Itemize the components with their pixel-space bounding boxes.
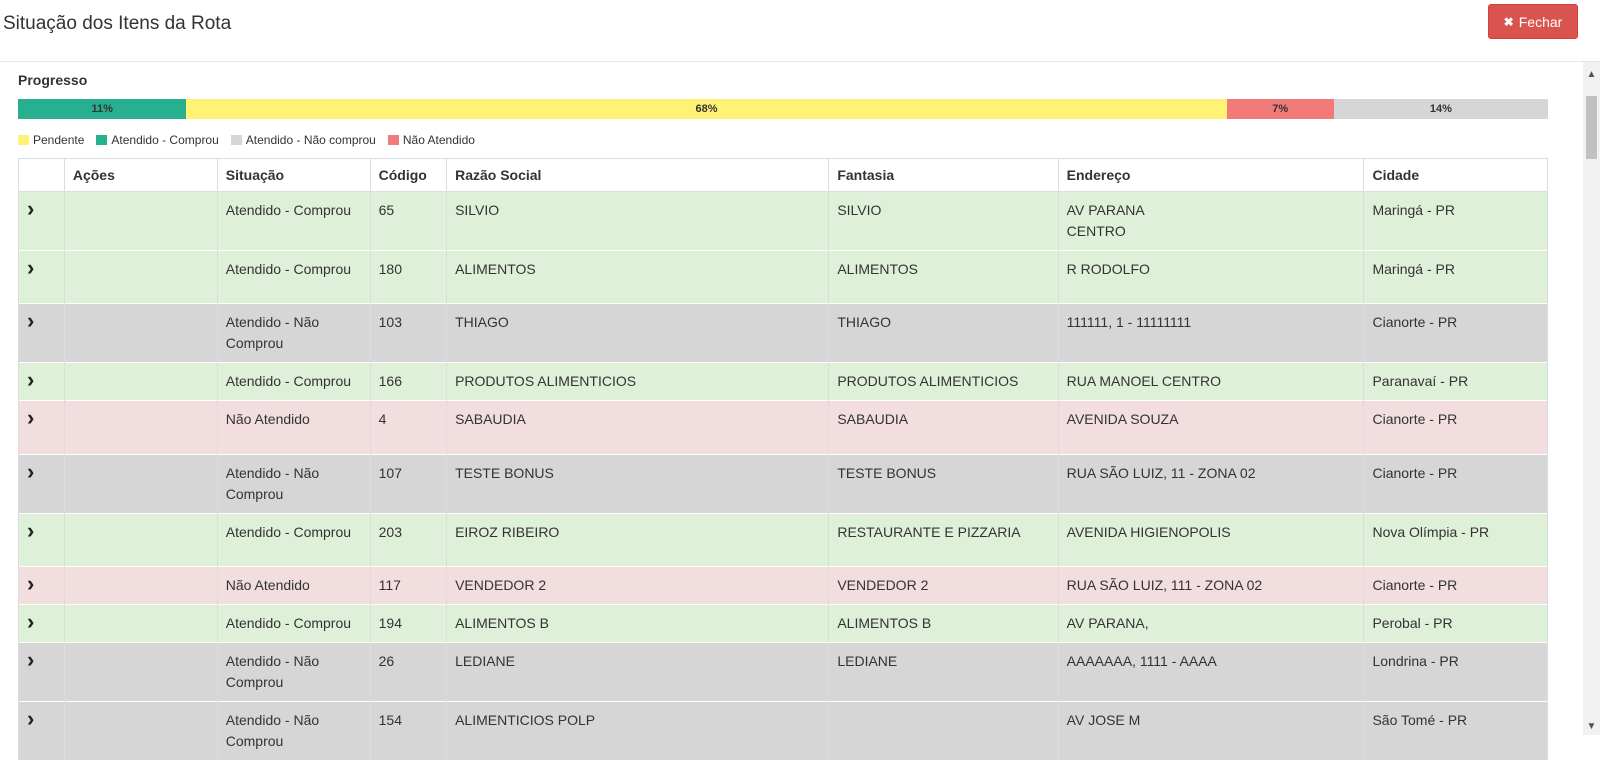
- scroll-thumb[interactable]: [1586, 96, 1597, 159]
- chevron-right-icon[interactable]: ›: [19, 702, 65, 760]
- chevron-right-icon[interactable]: ›: [19, 567, 65, 605]
- column-header-endereco[interactable]: Endereço: [1058, 159, 1364, 192]
- table-row[interactable]: [19, 514, 1548, 567]
- cell-situacao: Atendido - Comprou: [217, 251, 370, 304]
- cell-razao-social: SABAUDIA: [447, 401, 829, 455]
- column-header-acoes: Ações: [64, 159, 217, 192]
- cell-cidade: Cianorte - PR: [1364, 401, 1548, 455]
- cell-endereco: RUA SÃO LUIZ, 111 - ZONA 02: [1058, 567, 1364, 605]
- cell-situacao: Atendido - Comprou: [217, 192, 370, 251]
- cell-cidade: Nova Olímpia - PR: [1364, 514, 1548, 567]
- cell-situacao: Atendido - Comprou: [217, 363, 370, 401]
- cell-fantasia: TESTE BONUS: [829, 455, 1058, 514]
- row-actions: [64, 304, 217, 363]
- legend-item: [231, 133, 376, 147]
- cell-endereco: AVENIDA SOUZA: [1058, 401, 1364, 455]
- scroll-down-icon[interactable]: ▼: [1583, 718, 1600, 735]
- legend-label: Atendido - Não comprou: [246, 133, 376, 147]
- cell-situacao: Atendido - Não Comprou: [217, 702, 370, 760]
- progress-segment: 11%: [18, 99, 186, 119]
- column-header-fantasia[interactable]: Fantasia: [829, 159, 1058, 192]
- cell-fantasia: ALIMENTOS: [829, 251, 1058, 304]
- cell-situacao: Atendido - Comprou: [217, 605, 370, 643]
- cell-cidade: Cianorte - PR: [1364, 304, 1548, 363]
- cell-cidade: Maringá - PR: [1364, 251, 1548, 304]
- cell-razao-social: TESTE BONUS: [447, 455, 829, 514]
- cell-endereco: AVENIDA HIGIENOPOLIS: [1058, 514, 1364, 567]
- chevron-right-icon[interactable]: ›: [19, 363, 65, 401]
- cell-endereco: RUA MANOEL CENTRO: [1058, 363, 1364, 401]
- table-row[interactable]: [19, 455, 1548, 514]
- row-actions: [64, 514, 217, 567]
- table-row[interactable]: [19, 643, 1548, 702]
- cell-cidade: Paranavaí - PR: [1364, 363, 1548, 401]
- chevron-right-icon[interactable]: ›: [19, 455, 65, 514]
- cell-codigo: 117: [370, 567, 446, 605]
- cell-situacao: Não Atendido: [217, 401, 370, 455]
- cell-fantasia: VENDEDOR 2: [829, 567, 1058, 605]
- cell-codigo: 103: [370, 304, 446, 363]
- cell-cidade: Maringá - PR: [1364, 192, 1548, 251]
- cell-razao-social: ALIMENTOS B: [447, 605, 829, 643]
- cell-endereco: R RODOLFO: [1058, 251, 1364, 304]
- progress-label: Progresso: [18, 72, 87, 88]
- table-row[interactable]: [19, 401, 1548, 455]
- modal-title: Situação dos Itens da Rota: [3, 13, 231, 35]
- table-row[interactable]: [19, 605, 1548, 643]
- table-body: [19, 192, 1548, 760]
- cell-razao-social: VENDEDOR 2: [447, 567, 829, 605]
- cell-razao-social: LEDIANE: [447, 643, 829, 702]
- cell-razao-social: THIAGO: [447, 304, 829, 363]
- cell-razao-social: SILVIO: [447, 192, 829, 251]
- cell-situacao: Atendido - Não Comprou: [217, 455, 370, 514]
- row-actions: [64, 643, 217, 702]
- legend-label: Não Atendido: [403, 133, 475, 147]
- legend-swatch: [96, 135, 107, 145]
- cell-situacao: Não Atendido: [217, 567, 370, 605]
- cell-razao-social: ALIMENTICIOS POLP: [447, 702, 829, 760]
- table-row[interactable]: [19, 702, 1548, 760]
- table-row[interactable]: [19, 251, 1548, 304]
- legend-label: Pendente: [33, 133, 84, 147]
- row-actions: [64, 251, 217, 304]
- vertical-scrollbar[interactable]: [1583, 62, 1600, 735]
- cell-cidade: São Tomé - PR: [1364, 702, 1548, 760]
- chevron-right-icon[interactable]: ›: [19, 605, 65, 643]
- table-header-row: [19, 159, 1548, 192]
- column-header-situacao[interactable]: Situação: [217, 159, 370, 192]
- progress-legend: [18, 133, 475, 147]
- chevron-right-icon[interactable]: ›: [19, 643, 65, 702]
- chevron-right-icon[interactable]: ›: [19, 304, 65, 363]
- modal-header: [0, 0, 1600, 62]
- table-row[interactable]: [19, 363, 1548, 401]
- legend-label: Atendido - Comprou: [111, 133, 218, 147]
- cell-razao-social: EIROZ RIBEIRO: [447, 514, 829, 567]
- cell-endereco: AV JOSE M: [1058, 702, 1364, 760]
- cell-codigo: 194: [370, 605, 446, 643]
- cell-codigo: 65: [370, 192, 446, 251]
- cell-cidade: Londrina - PR: [1364, 643, 1548, 702]
- row-actions: [64, 363, 217, 401]
- legend-swatch: [231, 135, 242, 145]
- cell-cidade: Cianorte - PR: [1364, 455, 1548, 514]
- cell-fantasia: SABAUDIA: [829, 401, 1058, 455]
- modal-body: [0, 62, 1583, 735]
- progress-segment: 68%: [186, 99, 1226, 119]
- table-row[interactable]: [19, 192, 1548, 251]
- chevron-right-icon[interactable]: ›: [19, 251, 65, 304]
- cell-cidade: Cianorte - PR: [1364, 567, 1548, 605]
- cell-fantasia: RESTAURANTE E PIZZARIA: [829, 514, 1058, 567]
- cell-fantasia: [829, 702, 1058, 760]
- row-actions: [64, 605, 217, 643]
- cell-codigo: 4: [370, 401, 446, 455]
- cell-razao-social: PRODUTOS ALIMENTICIOS: [447, 363, 829, 401]
- cell-situacao: Atendido - Comprou: [217, 514, 370, 567]
- legend-item: [96, 133, 218, 147]
- cell-fantasia: THIAGO: [829, 304, 1058, 363]
- cell-codigo: 166: [370, 363, 446, 401]
- cell-endereco: AAAAAAA, 1111 - AAAA: [1058, 643, 1364, 702]
- row-actions: [64, 455, 217, 514]
- row-actions: [64, 401, 217, 455]
- cell-codigo: 203: [370, 514, 446, 567]
- cell-situacao: Atendido - Não Comprou: [217, 304, 370, 363]
- cell-endereco: AV PARANA,: [1058, 605, 1364, 643]
- progress-segment: 14%: [1334, 99, 1548, 119]
- legend-swatch: [18, 135, 29, 145]
- row-actions: [64, 567, 217, 605]
- cell-fantasia: ALIMENTOS B: [829, 605, 1058, 643]
- table-row[interactable]: [19, 304, 1548, 363]
- close-button-label: Fechar: [1519, 14, 1563, 30]
- cell-fantasia: PRODUTOS ALIMENTICIOS: [829, 363, 1058, 401]
- cell-fantasia: SILVIO: [829, 192, 1058, 251]
- row-actions: [64, 192, 217, 251]
- progress-segment: 7%: [1227, 99, 1334, 119]
- cell-codigo: 26: [370, 643, 446, 702]
- legend-item: [388, 133, 475, 147]
- column-header-expand: [19, 159, 65, 192]
- close-button[interactable]: [1488, 4, 1578, 39]
- cell-codigo: 107: [370, 455, 446, 514]
- chevron-right-icon[interactable]: ›: [19, 192, 65, 251]
- table-row[interactable]: [19, 567, 1548, 605]
- progress-bar: [18, 99, 1548, 119]
- close-icon: ✖: [1504, 15, 1514, 29]
- chevron-right-icon[interactable]: ›: [19, 514, 65, 567]
- cell-cidade: Perobal - PR: [1364, 605, 1548, 643]
- legend-item: [18, 133, 84, 147]
- column-header-razao-social[interactable]: Razão Social: [447, 159, 829, 192]
- cell-codigo: 154: [370, 702, 446, 760]
- cell-endereco: AV PARANA CENTRO: [1058, 192, 1364, 251]
- cell-razao-social: ALIMENTOS: [447, 251, 829, 304]
- scroll-up-icon[interactable]: ▲: [1583, 66, 1600, 83]
- column-header-cidade[interactable]: Cidade: [1364, 159, 1548, 192]
- legend-swatch: [388, 135, 399, 145]
- cell-endereco: RUA SÃO LUIZ, 11 - ZONA 02: [1058, 455, 1364, 514]
- cell-codigo: 180: [370, 251, 446, 304]
- column-header-codigo[interactable]: Código: [370, 159, 446, 192]
- cell-situacao: Atendido - Não Comprou: [217, 643, 370, 702]
- row-actions: [64, 702, 217, 760]
- cell-endereco: 111111, 1 - 11111111: [1058, 304, 1364, 363]
- chevron-right-icon[interactable]: ›: [19, 401, 65, 455]
- items-table: [18, 158, 1548, 760]
- cell-fantasia: LEDIANE: [829, 643, 1058, 702]
